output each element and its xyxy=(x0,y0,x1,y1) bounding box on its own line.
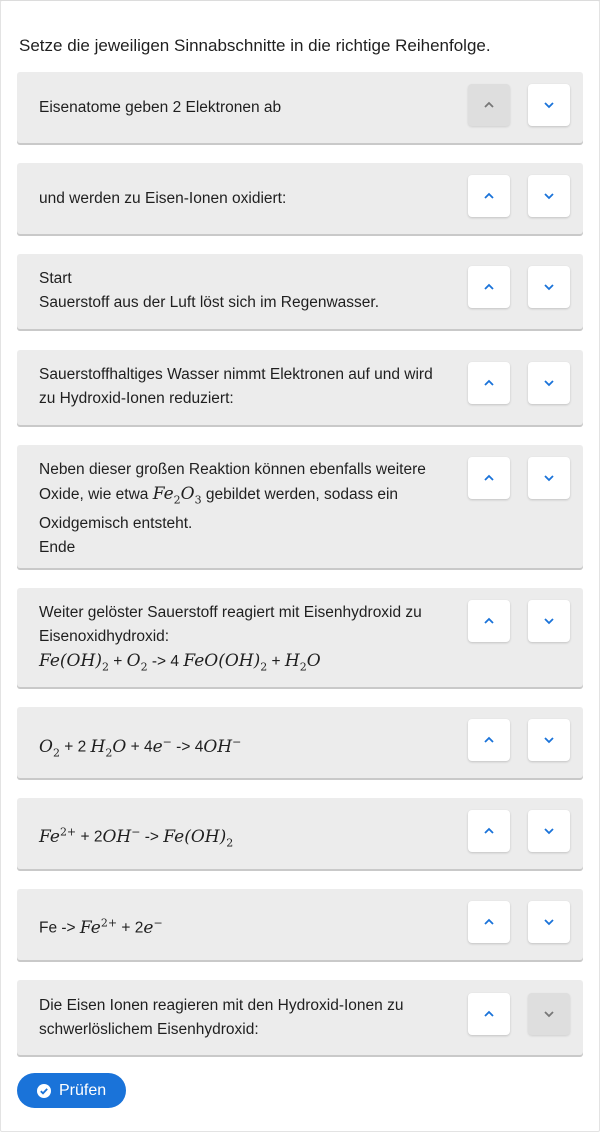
sortable-item[interactable] xyxy=(17,588,583,687)
sortable-item[interactable] xyxy=(17,798,583,869)
chevron-up-icon xyxy=(482,915,496,929)
item-text: Neben dieser großen Reaktion können ebenfalls weitere xyxy=(39,461,426,478)
item-text: zu Hydroxid-Ionen reduziert: xyxy=(39,390,234,407)
chevron-down-icon xyxy=(542,614,556,628)
move-up-button[interactable] xyxy=(468,719,510,761)
move-down-button[interactable] xyxy=(528,362,570,404)
check-button-label: Prüfen xyxy=(59,1081,107,1099)
chevron-down-icon xyxy=(542,471,556,485)
move-down-button[interactable] xyxy=(528,457,570,499)
move-up-button[interactable] xyxy=(468,175,510,217)
sortable-item[interactable] xyxy=(17,350,583,425)
item-text: Eisenoxidhydroxid: xyxy=(39,628,170,645)
item-text-end: Ende xyxy=(39,539,76,557)
move-down-button[interactable] xyxy=(528,266,570,308)
sortable-item[interactable] xyxy=(17,889,583,960)
item-text: Oxidgemisch entsteht. xyxy=(39,515,193,533)
move-down-button[interactable] xyxy=(528,901,570,943)
move-down-button[interactable] xyxy=(528,993,570,1035)
sortable-item[interactable] xyxy=(17,72,583,143)
item-text: Sauerstoff aus der Luft löst sich im Regenwasser. xyxy=(39,294,380,311)
chevron-down-icon xyxy=(542,915,556,929)
item-text: Weiter gelöster Sauerstoff reagiert mit Eisenhydroxid zu xyxy=(39,604,422,621)
chevron-up-icon xyxy=(482,733,496,747)
sortable-item[interactable] xyxy=(17,254,583,329)
sortable-item[interactable] xyxy=(17,445,583,568)
check-button[interactable] xyxy=(17,1073,126,1108)
chevron-up-icon xyxy=(482,471,496,485)
item-text: schwerlöslichem Eisenhydroxid: xyxy=(39,1021,259,1038)
item-text: Eisenatome geben 2 Elektronen ab xyxy=(39,99,282,116)
move-down-button[interactable] xyxy=(528,600,570,642)
top-divider xyxy=(0,0,600,1)
math-formula: $Fe -> Fe^{2+} + 2e^-$ xyxy=(39,916,163,938)
chevron-up-icon xyxy=(482,1007,496,1021)
chevron-down-icon xyxy=(542,376,556,390)
task-instruction: Setze die jeweiligen Sinnabschnitte in die richtige Reihenfolge. xyxy=(19,36,491,55)
chevron-up-icon xyxy=(482,98,496,112)
chevron-down-icon xyxy=(542,1007,556,1021)
math-formula: $Fe(OH)_2 + O_2 -> 4$ $FeO(OH)_2 + H_2O$ xyxy=(39,651,321,674)
chevron-up-icon xyxy=(482,824,496,838)
move-up-button[interactable] xyxy=(468,600,510,642)
move-up-button[interactable] xyxy=(468,901,510,943)
sortable-item[interactable] xyxy=(17,163,583,234)
move-up-button[interactable] xyxy=(468,457,510,499)
move-down-button[interactable] xyxy=(528,810,570,852)
chevron-up-icon xyxy=(482,614,496,628)
move-down-button[interactable] xyxy=(528,84,570,126)
chevron-down-icon xyxy=(542,189,556,203)
move-up-button[interactable] xyxy=(468,84,510,126)
item-text: Oxide, wie etwa $Fe_2O_3$ gebildet werden, sodass ein xyxy=(39,484,399,507)
move-up-button[interactable] xyxy=(468,266,510,308)
sortable-item[interactable] xyxy=(17,980,583,1055)
chevron-up-icon xyxy=(482,376,496,390)
chevron-up-icon xyxy=(482,280,496,294)
math-formula: $Fe^{2+} + 2OH^- -> Fe(OH)_2$ xyxy=(39,825,234,850)
chevron-up-icon xyxy=(482,189,496,203)
chevron-down-icon xyxy=(542,733,556,747)
move-up-button[interactable] xyxy=(468,810,510,852)
chevron-down-icon xyxy=(542,824,556,838)
move-down-button[interactable] xyxy=(528,175,570,217)
item-text: und werden zu Eisen-Ionen oxidiert: xyxy=(39,190,287,207)
chevron-down-icon xyxy=(542,280,556,294)
check-circle-icon xyxy=(37,1084,51,1098)
item-text: Sauerstoffhaltiges Wasser nimmt Elektronen auf und wird xyxy=(39,366,433,383)
sortable-item[interactable] xyxy=(17,707,583,778)
chevron-down-icon xyxy=(542,98,556,112)
math-formula: $O_2 + 2$ $H_2O + 4e^- -> 4OH^-$ xyxy=(39,735,242,760)
move-up-button[interactable] xyxy=(468,362,510,404)
item-text: Die Eisen Ionen reagieren mit den Hydroxid-Ionen zu xyxy=(39,997,404,1014)
move-up-button[interactable] xyxy=(468,993,510,1035)
item-text-start: Start xyxy=(39,270,72,287)
move-down-button[interactable] xyxy=(528,719,570,761)
math-formula: $Fe_2O_3$ xyxy=(152,484,202,507)
